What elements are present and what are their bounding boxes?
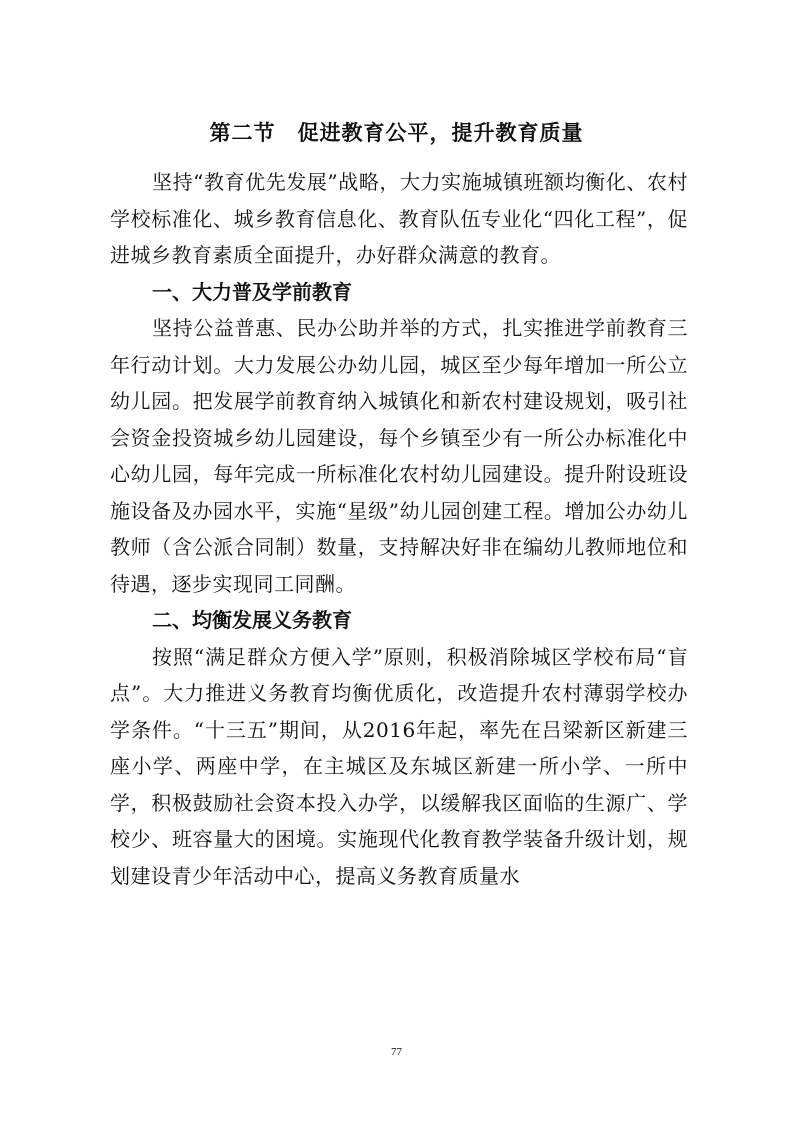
subsection-heading-preschool: 一、大力普及学前教育: [152, 279, 352, 304]
page-number: 77: [391, 1046, 402, 1058]
compulsory-paragraph: 按照“满足群众方便入学”原则，积极消除城区学校布局“盲点”。大力推进义务教育均衡优质化，改造提升农村薄弱学校办学条件。“十三五”期间，从2016年起，率先在吕梁新区新建三座小学、两座中学，在主城区及东城区新建一所小学、一所中学，积极鼓励社会资本投入办学，以缓解我区面临的生源广、学校少、班容量大的困境。实施现代化教育教学装备升级计划，规划建设青少年活动中心，提高义务教育质量水: [110, 644, 688, 888]
section-title: 第二节 促进教育公平，提升教育质量: [209, 121, 584, 145]
preschool-paragraph: 坚持公益普惠、民办公助并举的方式，扎实推进学前教育三年行动计划。大力发展公办幼儿园，城区至少每年增加一所公立幼儿园。把发展学前教育纳入城镇化和新农村建设规划，吸引社会资金投资城乡幼儿园建设，每个乡镇至少有一所公办标准化中心幼儿园，每年完成一所标准化农村幼儿园建设。提升附设班设施设备及办园水平，实施“星级”幼儿园创建工程。增加公办幼儿教师（含公派合同制）数量，支持解决好非在编幼儿教师地位和待遇，逐步实现同工同酬。: [110, 316, 688, 596]
section-body: [110, 164, 688, 894]
intro-paragraph: 坚持“教育优先发展”战略，大力实施城镇班额均衡化、农村学校标准化、城乡教育信息化、教育队伍专业化“四化工程”，促进城乡教育素质全面提升，办好群众满意的教育。: [110, 170, 688, 267]
subsection-heading-compulsory: 二、均衡发展义务教育: [152, 608, 352, 632]
